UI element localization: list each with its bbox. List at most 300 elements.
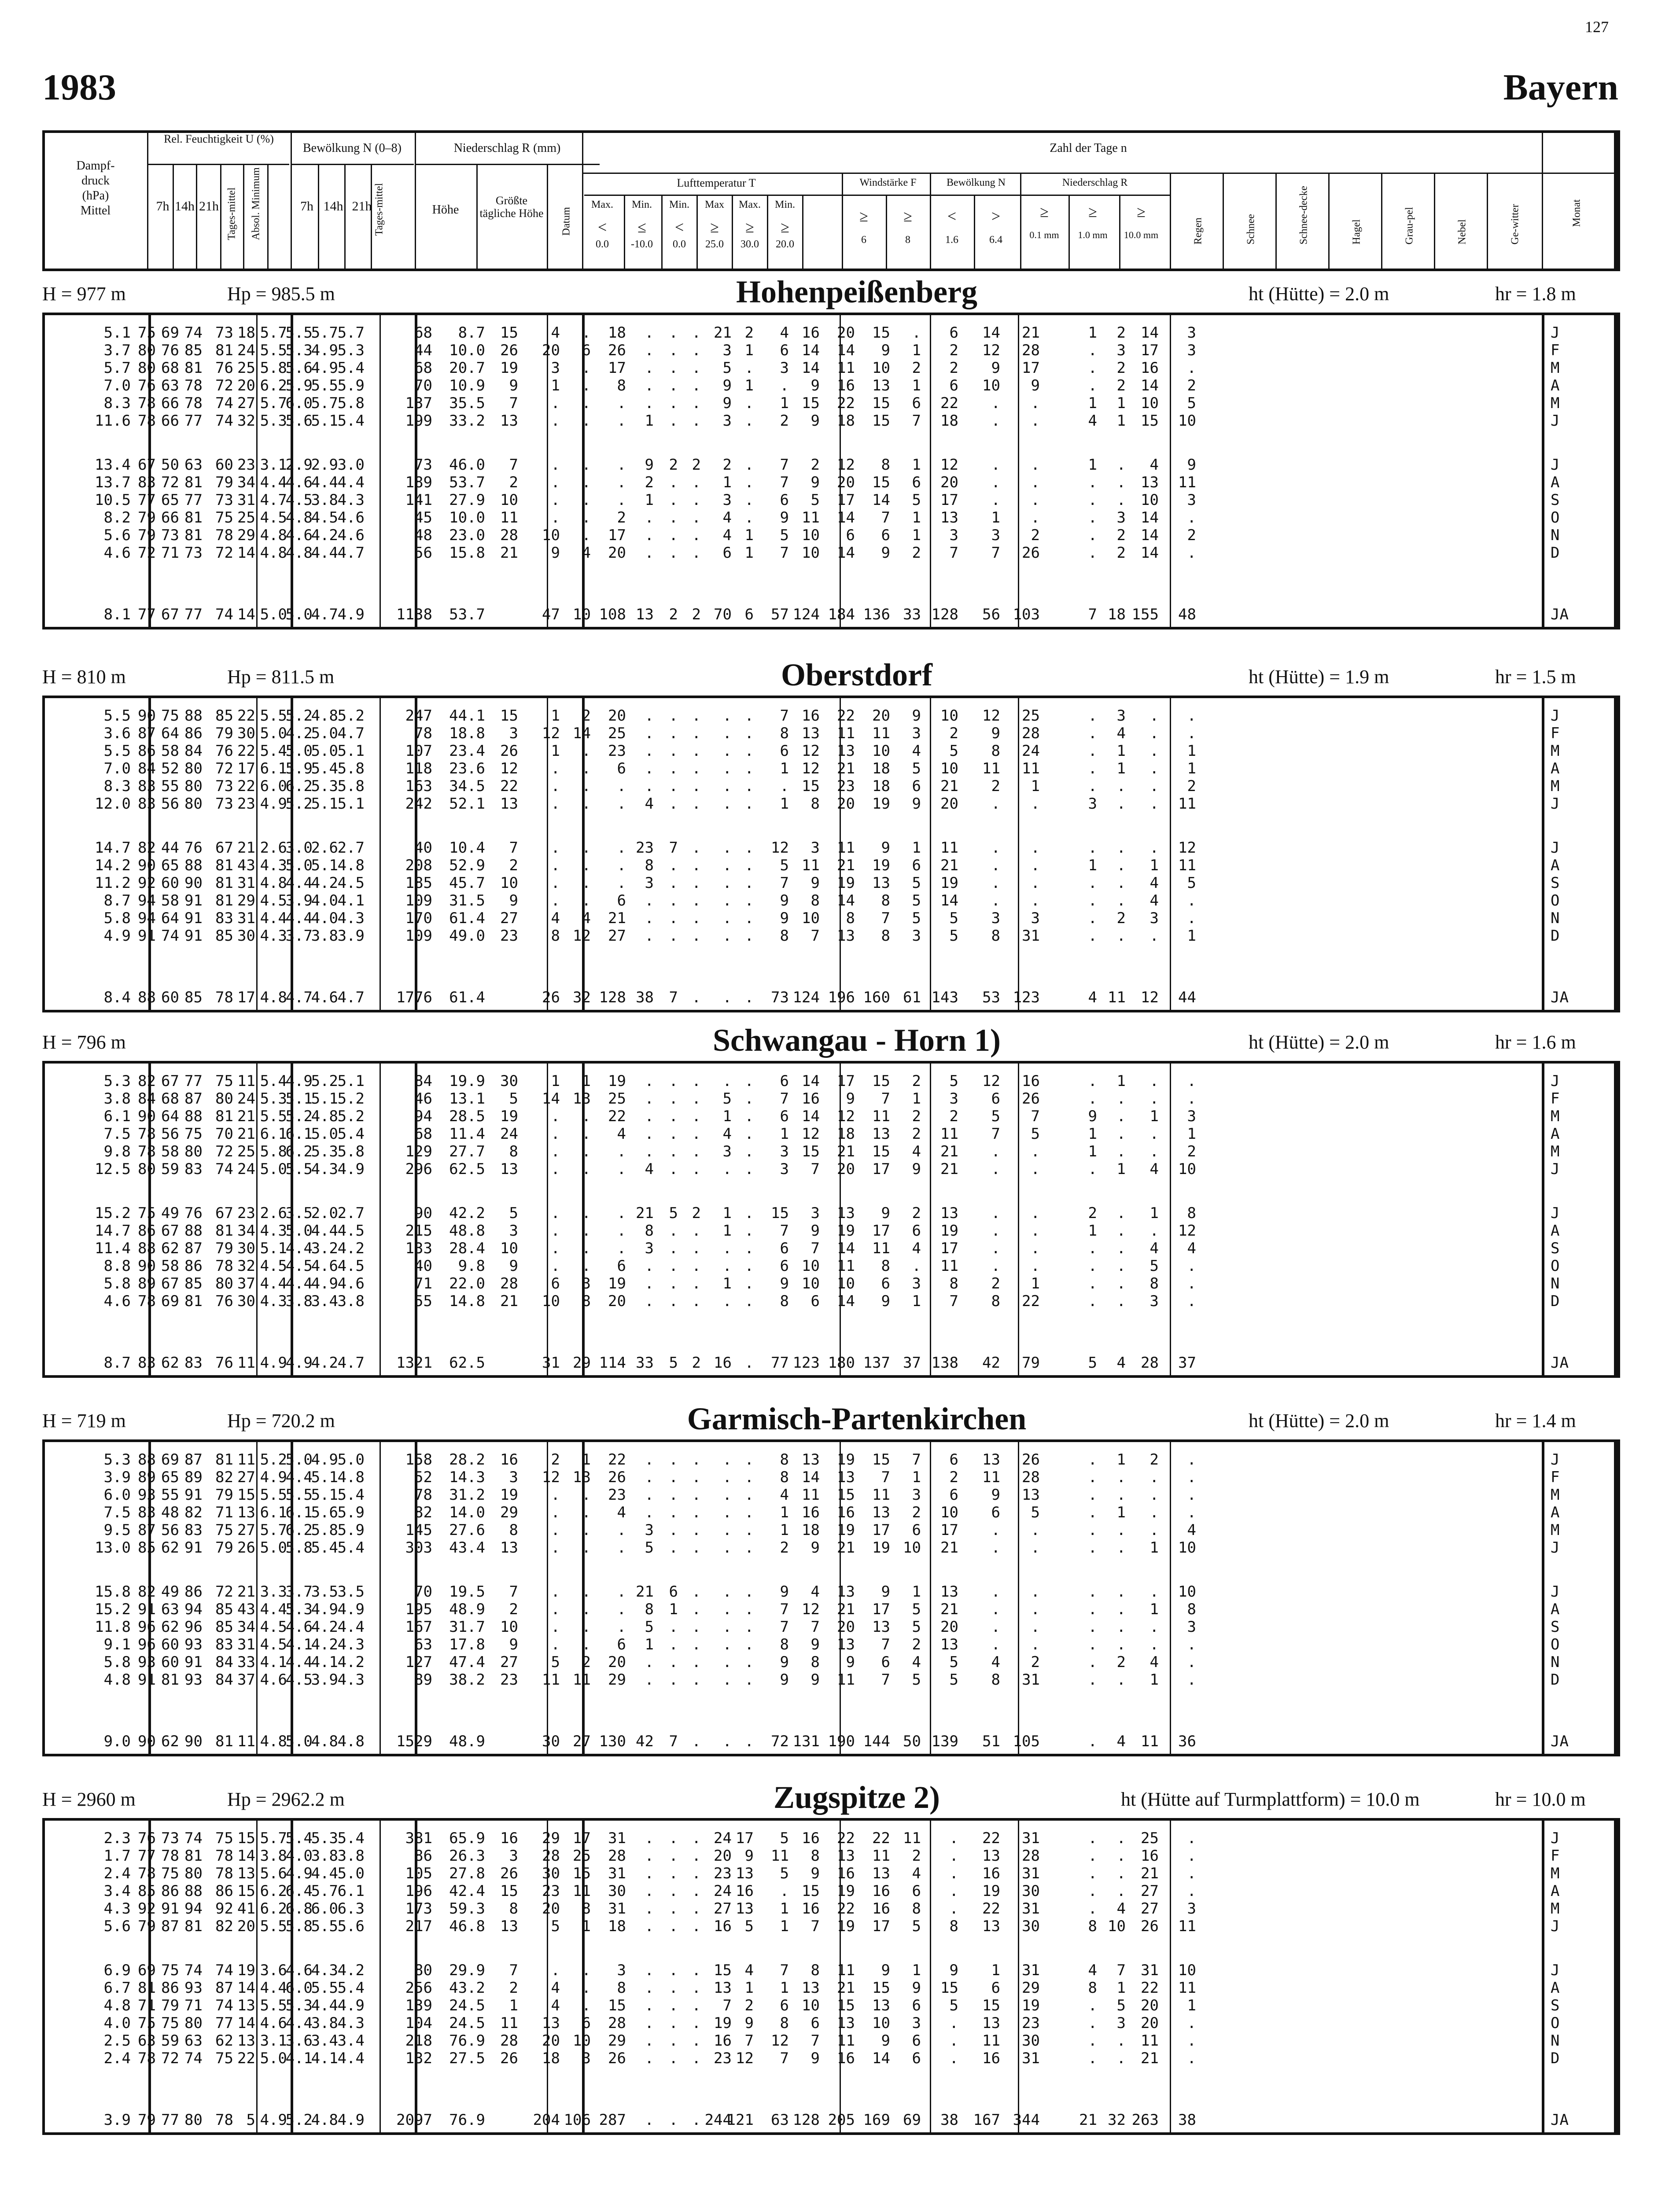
table-cell: . bbox=[1088, 2050, 1097, 2067]
table-cell: . bbox=[1187, 1292, 1196, 1310]
table-cell: 6 bbox=[617, 1636, 626, 1653]
table-cell: 7 bbox=[780, 2050, 789, 2067]
table-cell: 10 bbox=[500, 874, 518, 892]
table-cell: . bbox=[645, 760, 654, 777]
station-height: H = 796 m bbox=[42, 1031, 126, 1053]
table-cell: 66 bbox=[161, 412, 179, 430]
table-cell: 80 bbox=[184, 760, 203, 777]
table-cell: 123 bbox=[1013, 989, 1040, 1006]
table-cell: 15.8 bbox=[95, 1583, 131, 1601]
table-cell: 11 bbox=[802, 509, 820, 526]
table-cell: 7 bbox=[912, 1451, 921, 1469]
table-cell: 22 bbox=[500, 777, 518, 795]
table-cell: 92 bbox=[138, 1900, 156, 1918]
table-cell: 9 bbox=[509, 377, 518, 394]
table-cell: 4.8 bbox=[260, 526, 287, 544]
table-cell: 5.2 bbox=[260, 1451, 287, 1469]
table-cell: . bbox=[551, 892, 560, 909]
table-cell: 11 bbox=[837, 1257, 855, 1275]
table-cell: 106 bbox=[564, 2111, 591, 2129]
table-cell: 3 bbox=[722, 1143, 732, 1160]
table-cell: . bbox=[669, 1108, 678, 1125]
table-cell: . bbox=[645, 359, 654, 377]
table-cell: . bbox=[551, 491, 560, 509]
bewoelkung-header: Bewölkung N (0–8) bbox=[303, 141, 402, 155]
table-cell: 4.1 bbox=[285, 2050, 313, 2067]
table-cell: N bbox=[1551, 1275, 1560, 1292]
table-cell: 13 bbox=[802, 1979, 820, 1997]
table-cell: 4 bbox=[582, 909, 591, 927]
table-cell: . bbox=[617, 456, 626, 474]
table-cell: 4.6 bbox=[337, 526, 365, 544]
table-cell: A bbox=[1551, 760, 1560, 777]
table-cell: 10 bbox=[940, 1504, 958, 1521]
table-cell: 1 bbox=[1116, 394, 1126, 412]
table-cell: 58 bbox=[161, 1143, 179, 1160]
table-cell: . bbox=[551, 777, 560, 795]
table-cell: 26 bbox=[500, 2050, 518, 2067]
table-cell: 4.9 bbox=[311, 1275, 338, 1292]
table-cell: . bbox=[1187, 1275, 1196, 1292]
table-cell: . bbox=[722, 1671, 732, 1689]
table-cell: . bbox=[669, 892, 678, 909]
table-cell: 4 bbox=[582, 544, 591, 562]
table-cell: 8 bbox=[949, 1918, 958, 1935]
table-cell: . bbox=[1031, 1618, 1040, 1636]
table-cell: . bbox=[551, 1618, 560, 1636]
table-cell: 8 bbox=[881, 1257, 890, 1275]
table-cell: J bbox=[1551, 707, 1560, 725]
table-cell: 3 bbox=[509, 1469, 518, 1486]
table-cell: 22 bbox=[940, 394, 958, 412]
table-cell: 130 bbox=[599, 1733, 626, 1750]
table-cell: 4.5 bbox=[260, 892, 287, 909]
table-cell: 19 bbox=[500, 359, 518, 377]
table-cell: 4.7 bbox=[337, 544, 365, 562]
header-divider bbox=[732, 195, 733, 269]
table-cell: 29 bbox=[500, 1504, 518, 1521]
table-cell: 79 bbox=[138, 509, 156, 526]
table-cell: 2 bbox=[692, 1204, 701, 1222]
table-cell: 91 bbox=[184, 892, 203, 909]
station-height: H = 719 m bbox=[42, 1410, 126, 1432]
table-cell: 79 bbox=[215, 474, 233, 491]
table-cell: 5.5 bbox=[260, 707, 287, 725]
table-cell: 1 bbox=[582, 1451, 591, 1469]
table-cell: . bbox=[669, 1653, 678, 1671]
table-cell: 18 bbox=[237, 324, 255, 342]
table-cell: 9 bbox=[509, 1636, 518, 1653]
table-cell: . bbox=[669, 1636, 678, 1653]
table-cell: 24 bbox=[237, 1160, 255, 1178]
lufttemp-col: 0.0 bbox=[596, 239, 609, 250]
table-cell: 8 bbox=[991, 927, 1000, 945]
table-cell: M bbox=[1551, 1900, 1560, 1918]
table-cell: 15 bbox=[940, 1979, 958, 1997]
station-pressure-height: Hp = 985.5 m bbox=[227, 283, 335, 305]
table-cell: . bbox=[722, 1504, 732, 1521]
table-cell: 5.4 bbox=[260, 742, 287, 760]
table-cell: 12 bbox=[802, 742, 820, 760]
table-cell: . bbox=[1088, 1521, 1097, 1539]
station-name: Garmisch-Partenkirchen bbox=[687, 1401, 1027, 1436]
table-cell: 155 bbox=[1131, 606, 1159, 623]
table-cell: 7 bbox=[780, 707, 789, 725]
table-cell: . bbox=[991, 394, 1000, 412]
table-cell: 80 bbox=[184, 777, 203, 795]
table-cell: 5 bbox=[1088, 1354, 1097, 1372]
table-cell: S bbox=[1551, 1618, 1560, 1636]
table-cell: 10 bbox=[542, 1292, 560, 1310]
table-cell: 63 bbox=[414, 1636, 432, 1653]
table-cell: 40 bbox=[414, 1257, 432, 1275]
table-cell: . bbox=[1031, 839, 1040, 857]
table-cell: 52.1 bbox=[449, 795, 485, 813]
table-cell: 5.7 bbox=[311, 1882, 338, 1900]
table-cell: 69 bbox=[903, 2111, 921, 2129]
table-cell: S bbox=[1551, 1240, 1560, 1257]
table-cell: 13 bbox=[872, 1997, 890, 2014]
header-divider bbox=[1542, 133, 1543, 269]
table-cell: 36 bbox=[1178, 1733, 1196, 1750]
header-divider bbox=[661, 195, 663, 269]
table-cell: 196 bbox=[828, 989, 855, 1006]
table-cell: 28 bbox=[1022, 342, 1040, 359]
table-cell: . bbox=[1187, 1090, 1196, 1108]
bew-n-col: > bbox=[991, 207, 1001, 225]
table-cell: S bbox=[1551, 874, 1560, 892]
table-cell: . bbox=[1088, 1583, 1097, 1601]
table-cell: 9 bbox=[811, 1865, 820, 1882]
table-cell: . bbox=[645, 1451, 654, 1469]
table-cell: 91 bbox=[138, 1601, 156, 1618]
table-cell: 19 bbox=[837, 1882, 855, 1900]
table-cell: 3 bbox=[912, 725, 921, 742]
table-cell: 4.6 bbox=[260, 1671, 287, 1689]
table-cell: 73 bbox=[215, 324, 233, 342]
table-cell: 2 bbox=[1187, 1143, 1196, 1160]
table-cell: . bbox=[692, 1979, 701, 1997]
table-cell: 58 bbox=[161, 742, 179, 760]
table-cell: 5 bbox=[811, 491, 820, 509]
table-cell: . bbox=[582, 1257, 591, 1275]
table-cell: 12 bbox=[837, 1108, 855, 1125]
table-cell: 82 bbox=[138, 839, 156, 857]
table-cell: 9 bbox=[1088, 1108, 1097, 1125]
table-cell: 85 bbox=[138, 1882, 156, 1900]
table-cell: 6.2 bbox=[260, 1882, 287, 1900]
table-cell: . bbox=[582, 1521, 591, 1539]
table-cell: 242 bbox=[405, 795, 432, 813]
table-cell: 21 bbox=[237, 1583, 255, 1601]
table-cell: 3.1 bbox=[260, 2032, 287, 2050]
table-cell: . bbox=[669, 377, 678, 394]
table-cell: 5.0 bbox=[260, 725, 287, 742]
table-cell: 4 bbox=[551, 909, 560, 927]
table-cell: 79 bbox=[1022, 1354, 1040, 1372]
table-cell: . bbox=[582, 1108, 591, 1125]
table-cell: 23.6 bbox=[449, 760, 485, 777]
table-cell: 1 bbox=[912, 377, 921, 394]
table-cell: A bbox=[1551, 474, 1560, 491]
table-cell: . bbox=[1088, 1865, 1097, 1882]
table-cell: 7 bbox=[811, 1160, 820, 1178]
table-cell: 4.4 bbox=[311, 1997, 338, 2014]
table-cell: . bbox=[722, 760, 732, 777]
table-cell: 78 bbox=[138, 1125, 156, 1143]
table-cell: 4.1 bbox=[337, 892, 365, 909]
table-cell: 8 bbox=[991, 1671, 1000, 1689]
table-cell: 23 bbox=[237, 795, 255, 813]
table-cell: 3 bbox=[617, 1962, 626, 1979]
table-cell: 61.4 bbox=[449, 989, 485, 1006]
table-cell: F bbox=[1551, 342, 1560, 359]
table-cell: 8 bbox=[551, 927, 560, 945]
table-cell: 4.4 bbox=[311, 544, 338, 562]
table-cell: 11.6 bbox=[95, 412, 131, 430]
table-cell: . bbox=[692, 412, 701, 430]
table-cell: . bbox=[1187, 1257, 1196, 1275]
table-cell: 21 bbox=[500, 1292, 518, 1310]
table-cell: 5.1 bbox=[311, 795, 338, 813]
table-cell: 5 bbox=[1149, 1257, 1159, 1275]
table-cell: 67 bbox=[161, 606, 179, 623]
table-cell: 17 bbox=[940, 1240, 958, 1257]
table-cell: . bbox=[669, 909, 678, 927]
table-cell: 73 bbox=[414, 456, 432, 474]
table-cell: 3.5 bbox=[311, 1583, 338, 1601]
table-cell: 17 bbox=[608, 359, 626, 377]
table-cell: . bbox=[1088, 1275, 1097, 1292]
column-divider bbox=[379, 1064, 381, 1375]
table-cell: 3 bbox=[722, 412, 732, 430]
table-cell: 4.1 bbox=[285, 1636, 313, 1653]
table-cell: 3 bbox=[1187, 1900, 1196, 1918]
table-cell: 56 bbox=[161, 795, 179, 813]
table-cell: 4.7 bbox=[337, 989, 365, 1006]
table-cell: 42 bbox=[982, 1354, 1000, 1372]
table-cell: 21 bbox=[237, 839, 255, 857]
table-cell: 3.9 bbox=[337, 927, 365, 945]
table-cell: 21 bbox=[237, 1125, 255, 1143]
header-divider bbox=[476, 164, 478, 269]
table-cell: 21 bbox=[837, 1601, 855, 1618]
header-divider bbox=[196, 164, 197, 269]
table-cell: 1 bbox=[744, 377, 754, 394]
table-cell: . bbox=[722, 892, 732, 909]
table-cell: 23.4 bbox=[449, 742, 485, 760]
table-cell: . bbox=[744, 1636, 754, 1653]
table-cell: 1 bbox=[1088, 394, 1097, 412]
nieder-n-col: 0.1 mm bbox=[1029, 229, 1059, 240]
table-cell: 42.2 bbox=[449, 1204, 485, 1222]
table-cell: 31.5 bbox=[449, 892, 485, 909]
table-cell: 4.0 bbox=[311, 892, 338, 909]
table-cell: 76 bbox=[215, 1292, 233, 1310]
table-cell: . bbox=[551, 874, 560, 892]
phenomenon-label: Schnee bbox=[1245, 214, 1257, 245]
table-cell: 20 bbox=[837, 1618, 855, 1636]
table-cell: 31 bbox=[237, 874, 255, 892]
table-cell: 2.7 bbox=[337, 1204, 365, 1222]
table-cell: 5.4 bbox=[337, 1829, 365, 1847]
table-cell: 15.2 bbox=[95, 1601, 131, 1618]
table-cell: 14 bbox=[542, 1090, 560, 1108]
table-cell: 4 bbox=[722, 526, 732, 544]
table-cell: . bbox=[617, 795, 626, 813]
table-cell: 1 bbox=[744, 526, 754, 544]
table-cell: 5 bbox=[949, 742, 958, 760]
table-cell: 9 bbox=[780, 1583, 789, 1601]
table-cell: 8 bbox=[780, 1636, 789, 1653]
table-cell: . bbox=[991, 491, 1000, 509]
table-cell: 74 bbox=[184, 2050, 203, 2067]
table-cell: 4 bbox=[617, 1125, 626, 1143]
table-cell: . bbox=[1116, 1583, 1126, 1601]
table-cell: 5.5 bbox=[260, 1997, 287, 2014]
table-cell: D bbox=[1551, 544, 1560, 562]
table-cell: 4 bbox=[991, 1653, 1000, 1671]
table-cell: 1 bbox=[582, 1072, 591, 1090]
table-cell: . bbox=[1149, 795, 1159, 813]
table-cell: . bbox=[744, 1469, 754, 1486]
table-cell: . bbox=[692, 892, 701, 909]
table-cell: M bbox=[1551, 1486, 1560, 1504]
table-cell: 5 bbox=[722, 1090, 732, 1108]
table-cell: 73 bbox=[184, 544, 203, 562]
table-cell: . bbox=[617, 1240, 626, 1257]
table-cell: 4.9 bbox=[260, 1354, 287, 1372]
lufttemp-col: Max. bbox=[739, 199, 761, 210]
table-cell: 7 bbox=[509, 394, 518, 412]
table-cell: 14.7 bbox=[95, 1222, 131, 1240]
table-cell: . bbox=[645, 1504, 654, 1521]
table-cell: 9 bbox=[811, 1671, 820, 1689]
table-cell: 4.6 bbox=[337, 509, 365, 526]
table-cell: 4 bbox=[645, 795, 654, 813]
windstaerke-header: Windstärke F bbox=[859, 177, 917, 188]
table-cell: 6 bbox=[780, 1240, 789, 1257]
table-cell: J bbox=[1551, 1829, 1560, 1847]
table-cell: 13 bbox=[837, 927, 855, 945]
table-cell: 6.0 bbox=[103, 1486, 131, 1504]
table-cell: . bbox=[949, 1847, 958, 1865]
table-cell: 21 bbox=[940, 777, 958, 795]
table-cell: . bbox=[551, 839, 560, 857]
table-cell: 78 bbox=[184, 377, 203, 394]
table-cell: . bbox=[1187, 544, 1196, 562]
table-cell: 21 bbox=[837, 1979, 855, 1997]
table-cell: . bbox=[722, 795, 732, 813]
table-cell: 64 bbox=[161, 909, 179, 927]
table-cell: . bbox=[1116, 1539, 1126, 1557]
table-cell: 90 bbox=[138, 707, 156, 725]
table-cell: 82 bbox=[184, 1504, 203, 1521]
table-cell: 10 bbox=[982, 377, 1000, 394]
table-cell: 11 bbox=[1178, 474, 1196, 491]
table-cell: JA bbox=[1551, 2111, 1569, 2129]
table-cell: 2 bbox=[722, 456, 732, 474]
table-cell: 26 bbox=[608, 342, 626, 359]
table-cell: 3.6 bbox=[285, 2032, 313, 2050]
table-cell: 1 bbox=[1116, 1072, 1126, 1090]
table-cell: 19 bbox=[872, 795, 890, 813]
table-cell: 4.6 bbox=[337, 1275, 365, 1292]
table-cell: . bbox=[669, 491, 678, 509]
table-cell: . bbox=[1116, 1847, 1126, 1865]
table-cell: 45.7 bbox=[449, 874, 485, 892]
wind-col: 6 bbox=[861, 234, 866, 246]
table-cell: 4.5 bbox=[260, 1636, 287, 1653]
table-cell: 13.7 bbox=[95, 474, 131, 491]
table-cell: 4.3 bbox=[311, 1160, 338, 1178]
table-cell: 80 bbox=[184, 2111, 203, 2129]
table-cell: 15 bbox=[872, 394, 890, 412]
table-cell: 1 bbox=[1149, 1204, 1159, 1222]
table-cell: 5.0 bbox=[260, 2050, 287, 2067]
table-cell: 20 bbox=[837, 795, 855, 813]
table-cell: 6 bbox=[912, 1882, 921, 1900]
table-cell: 12 bbox=[940, 456, 958, 474]
table-cell: . bbox=[645, 526, 654, 544]
nieder-n-col: ≥ bbox=[1137, 203, 1146, 221]
table-cell: 90 bbox=[138, 1108, 156, 1125]
table-cell: 2 bbox=[1031, 1653, 1040, 1671]
table-cell: 3 bbox=[811, 1204, 820, 1222]
table-cell: 6 bbox=[582, 2014, 591, 2032]
table-cell: 13 bbox=[1141, 474, 1159, 491]
table-cell: 78 bbox=[414, 725, 432, 742]
table-cell: 4 bbox=[912, 1653, 921, 1671]
table-cell: 8.7 bbox=[103, 1354, 131, 1372]
table-cell: 22 bbox=[608, 1451, 626, 1469]
table-cell: 11 bbox=[837, 1962, 855, 1979]
table-cell: . bbox=[692, 394, 701, 412]
table-cell: 25 bbox=[573, 1847, 591, 1865]
rel-feuchte-col: Tages-mittel bbox=[226, 187, 238, 240]
table-cell: 4.4 bbox=[337, 474, 365, 491]
station-table bbox=[42, 1061, 1620, 1378]
table-cell: 2 bbox=[912, 1204, 921, 1222]
table-cell: 5.4 bbox=[260, 1072, 287, 1090]
table-cell: 13 bbox=[982, 1451, 1000, 1469]
table-cell: 65 bbox=[161, 491, 179, 509]
table-cell: 9 bbox=[912, 795, 921, 813]
table-cell: 6 bbox=[912, 394, 921, 412]
table-cell: 4.6 bbox=[311, 1257, 338, 1275]
table-cell: . bbox=[692, 1257, 701, 1275]
table-cell: . bbox=[1088, 1257, 1097, 1275]
table-cell: 7 bbox=[811, 1918, 820, 1935]
table-cell: 4.3 bbox=[260, 1222, 287, 1240]
table-cell: 17 bbox=[837, 491, 855, 509]
table-cell: 137 bbox=[863, 1354, 890, 1372]
table-cell: 6 bbox=[846, 526, 855, 544]
table-cell: 19 bbox=[500, 1486, 518, 1504]
page-number: 127 bbox=[1585, 18, 1609, 36]
table-cell: 4.5 bbox=[260, 509, 287, 526]
table-cell: . bbox=[669, 1125, 678, 1143]
table-cell: 42 bbox=[636, 1733, 654, 1750]
table-cell: 31 bbox=[1022, 1900, 1040, 1918]
table-cell: 1 bbox=[1149, 857, 1159, 874]
table-cell: . bbox=[1187, 1865, 1196, 1882]
table-cell: 6 bbox=[551, 1275, 560, 1292]
table-cell: 190 bbox=[828, 1733, 855, 1750]
table-cell: 4 bbox=[551, 1997, 560, 2014]
table-cell: 10 bbox=[500, 491, 518, 509]
table-cell: . bbox=[551, 412, 560, 430]
